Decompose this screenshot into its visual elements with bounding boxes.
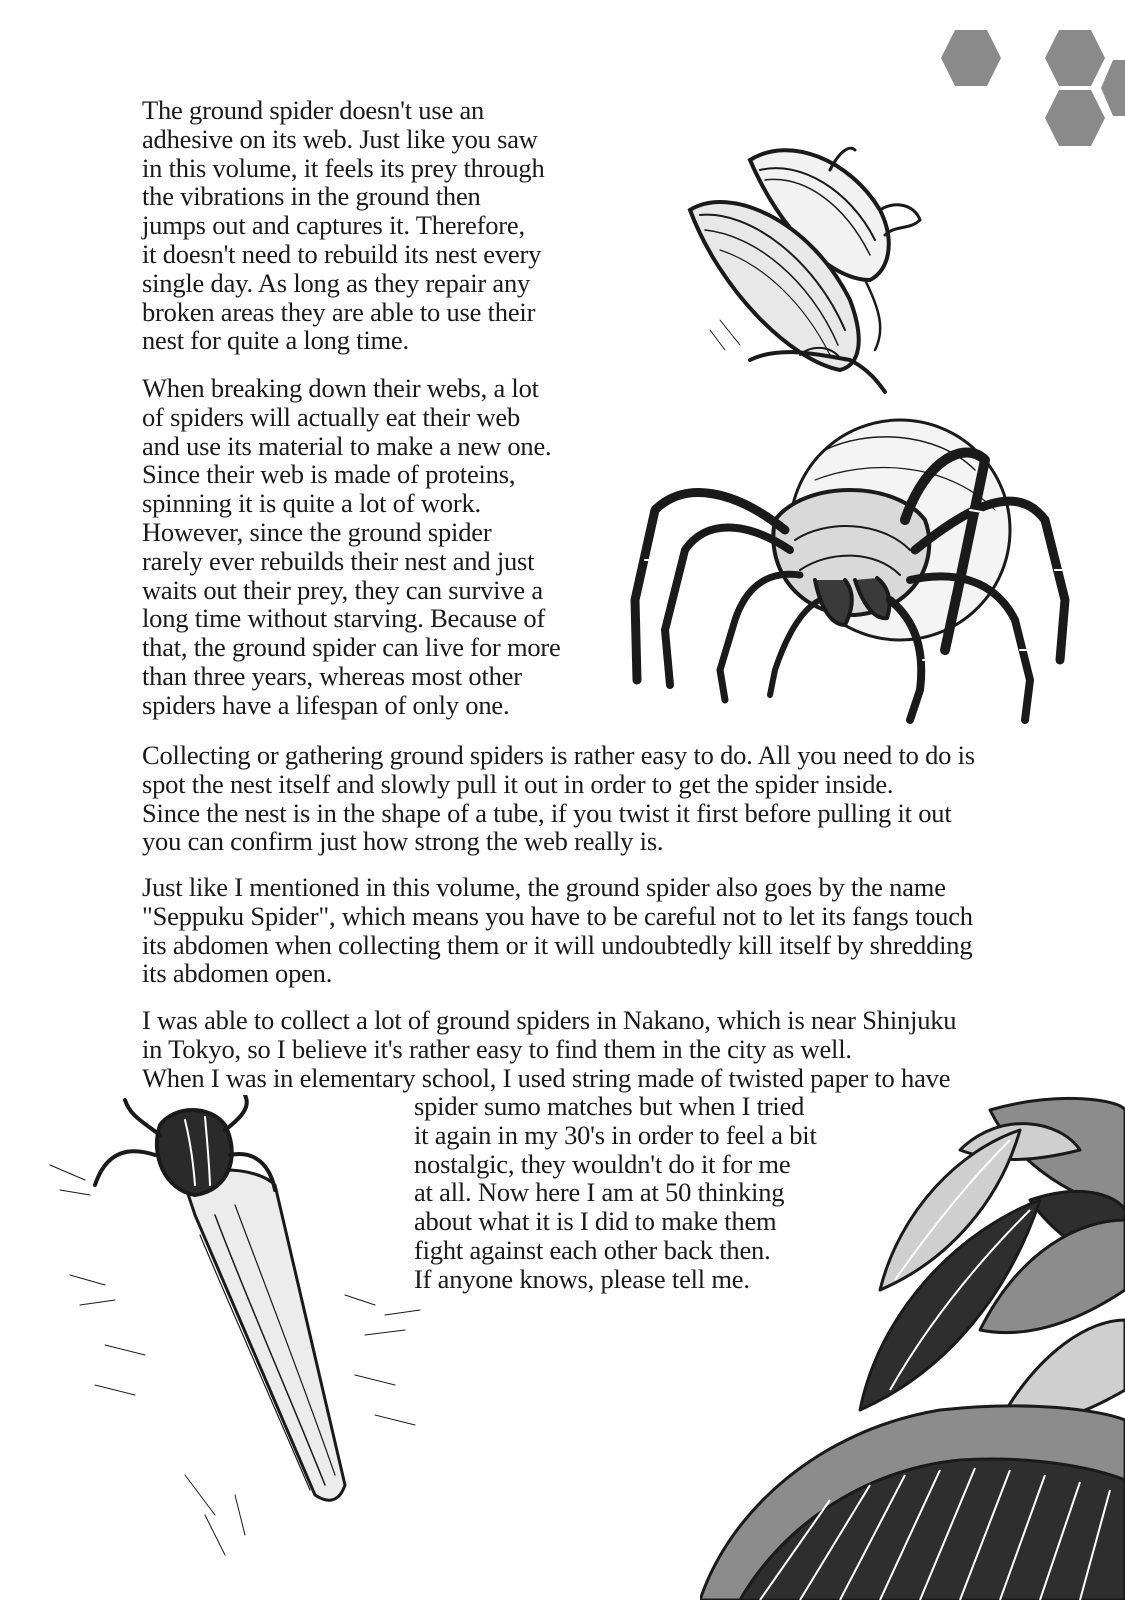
paragraph-collecting: Collecting or gathering ground spiders is rather easy to do. All you need to do is spot the nest itself and slowly pull it out in order to get the spider inside. Since the nest is in the shape of a tube, if you twist it first before pulling it out you can confirm just how strong the web really is. (142, 740, 975, 857)
paragraph-web-adhesive: The ground spider doesn't use an adhesive on its web. Just like you saw in this volume, it feels its prey through the vibrations in the ground then jumps out and captures it. Therefore, it doesn't need to rebuild its nest every single day. As long as they repair any broken areas they are able to use their nest for quite a long time. (142, 95, 545, 356)
paragraph-eating-webs: When breaking down their webs, a lot of spiders will actually eat their web and use its material to make a new one. Since their web is made of proteins, spinning it is quite a lot of work. However, since the ground spider rarely ever rebuilds their nest and just waits out their prey, they can survive a long time without starving. Because of that, the ground spider can live for more than three years, whereas most other spiders have a lifespan of only one. (142, 373, 561, 720)
ground-spider-icon (625, 400, 1095, 730)
hexagon-pattern-icon (935, 26, 1125, 151)
paragraph-nakano-start: I was able to collect a lot of ground spiders in Nakano, which is near Shinjuku in Tokyo, so I believe it's rather easy to find them in the city as well. When I was in elementary school, I used string made of twisted paper to have (142, 1005, 957, 1093)
paragraph-seppuku-spider: Just like I mentioned in this volume, the ground spider also goes by the name "Seppuku Spider", which means you have to be careful not to let its fangs touch its abdomen when collecting them or it will undoubtedly kill itself by shredding its abdomen open. (142, 872, 973, 989)
paragraph-nakano-end: spider sumo matches but when I tried it again in my 30's in order to feel a bit nostalgic, they wouldn't do it for me at all. Now here I am at 50 thinking about what it is I did to make them fight against each other back then. If anyone knows, please tell me. (414, 1091, 817, 1294)
spider-nest-tube-icon (45, 1095, 435, 1565)
spider-fangs-icon (680, 130, 940, 400)
